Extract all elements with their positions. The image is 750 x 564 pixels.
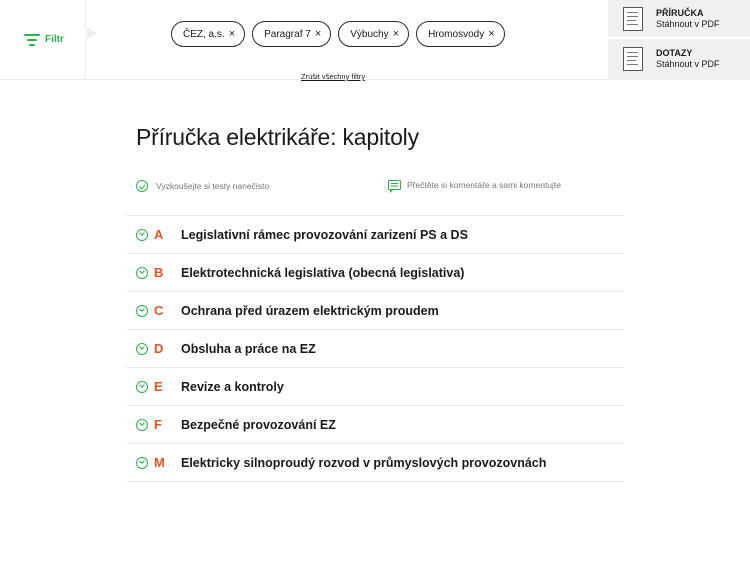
chapter-title: Revize a kontroly	[181, 379, 284, 394]
comments-hint-text: Přečtěte si komentáře a sami komentujte	[407, 180, 562, 190]
chapter-letter: F	[154, 417, 162, 432]
page-title: Příručka elektrikáře: kapitoly	[136, 124, 419, 150]
download-title: PŘÍRUČKA	[656, 7, 704, 18]
chip-label: ČEZ, a.s.	[183, 28, 225, 40]
chip-label: Výbuchy	[350, 28, 389, 40]
close-icon[interactable]: ×	[392, 27, 400, 40]
download-title: DOTAZY	[656, 48, 693, 58]
close-icon[interactable]: ×	[488, 27, 495, 40]
chip-label: Hromosvody	[428, 28, 485, 40]
chapter-title: Legislativní rámec provozování zarizení PS a DS	[181, 227, 468, 242]
filter-lines-icon	[24, 33, 40, 47]
filter-chip-cez[interactable]	[171, 21, 245, 47]
chapter-letter: A	[154, 227, 164, 242]
chapter-title: Elektricky silnoproudý rozvod v průmyslových provozovnách	[181, 455, 547, 470]
download-handbook-pdf[interactable]	[608, 0, 750, 37]
active-filter-chips	[171, 21, 505, 47]
chapter-title: Ochrana před úrazem elektrickým proudem	[181, 303, 439, 318]
comments-hint[interactable]	[388, 180, 561, 190]
chapter-item-e[interactable]	[127, 368, 624, 406]
chapter-item-a[interactable]	[127, 216, 624, 254]
chapter-item-c[interactable]	[127, 292, 624, 330]
chip-label: Paragraf 7	[264, 28, 311, 40]
chapter-letter: B	[154, 265, 164, 280]
close-icon[interactable]: ×	[314, 27, 322, 40]
filter-button[interactable]	[0, 0, 86, 79]
tests-hint[interactable]	[136, 180, 269, 192]
clear-all-filters-link[interactable]: Zrušit všechny filtry	[301, 72, 366, 81]
chapter-item-m[interactable]	[127, 444, 624, 482]
chapter-letter: M	[154, 455, 165, 470]
download-subtitle: Stáhnout v PDF	[656, 59, 720, 69]
chapter-list	[127, 215, 624, 482]
download-subtitle: Stáhnout v PDF	[656, 18, 720, 29]
filter-chip-vybuchy[interactable]	[338, 21, 409, 47]
close-icon[interactable]: ×	[228, 27, 236, 40]
chapter-title: Bezpečné provozování EZ	[181, 417, 336, 432]
chapter-letter: D	[154, 341, 164, 356]
chapter-item-d[interactable]	[127, 330, 624, 368]
comment-icon	[388, 180, 401, 190]
tests-hint-text: Vyzkoušejte si testy nanečisto	[156, 181, 270, 191]
check-circle-icon	[136, 180, 148, 192]
chapter-title: Obsluha a práce na EZ	[181, 341, 316, 356]
document-icon	[623, 47, 643, 71]
chapter-title: Elektrotechnická legislativa (obecná legislativa)	[181, 265, 465, 280]
chevron-down-circle-icon	[136, 457, 148, 469]
chapter-letter: C	[154, 303, 164, 318]
chevron-down-circle-icon	[136, 229, 148, 241]
download-questions-pdf[interactable]	[608, 39, 750, 79]
filter-label: Filtr	[45, 34, 64, 45]
document-icon	[623, 7, 643, 31]
chevron-down-circle-icon	[136, 381, 148, 393]
filter-chip-paragraf[interactable]	[252, 21, 331, 47]
filter-chip-hromosvody[interactable]	[416, 21, 505, 47]
chevron-down-circle-icon	[136, 267, 148, 279]
chapter-item-f[interactable]	[127, 406, 624, 444]
chevron-down-circle-icon	[136, 305, 148, 317]
chevron-down-circle-icon	[136, 419, 148, 431]
downloads-panel	[608, 0, 750, 80]
chapter-item-b[interactable]	[127, 254, 624, 292]
filter-arrow	[87, 27, 97, 39]
chevron-down-circle-icon	[136, 343, 148, 355]
top-bar	[0, 0, 750, 80]
chapter-letter: E	[154, 379, 163, 394]
